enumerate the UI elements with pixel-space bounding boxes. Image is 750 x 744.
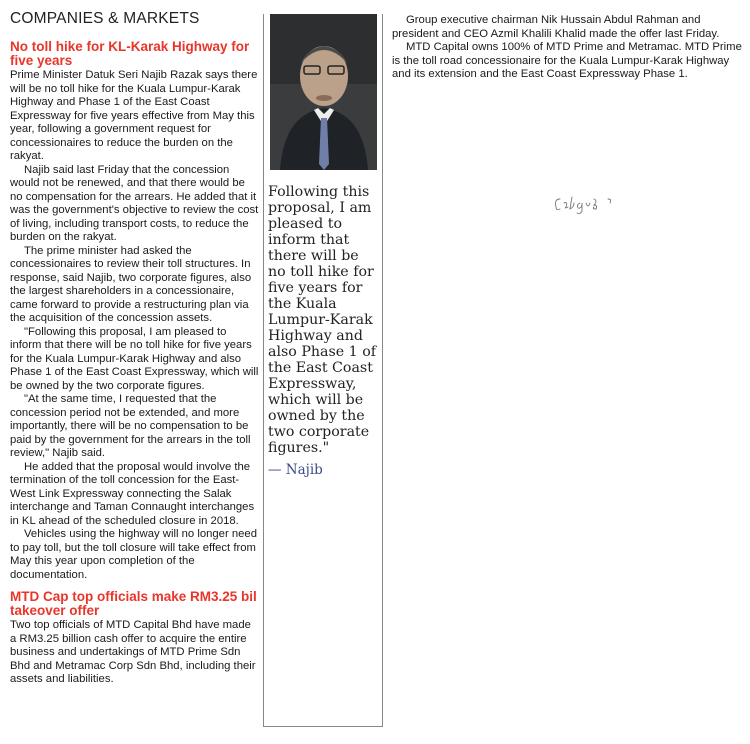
handwritten-annotation	[552, 193, 632, 217]
article2-paragraph: Two top officials of MTD Capital Bhd have made a RM3.25 billion cash offer to acquire the entire business and undertakings of MTD Prime Sdn Bhd and Metramac Corp Sdn Bhd, including their assets and liabilities.	[10, 619, 256, 685]
portrait-photo	[270, 14, 377, 170]
section-label: COMPANIES & MARKETS	[10, 10, 200, 27]
column-divider	[382, 14, 383, 726]
article-headline: No toll hike for KL-Karak Highway for five years	[10, 39, 250, 68]
article-paragraph: He added that the proposal would involve the termination of the toll concession for the East-West Link Expressway connecting the Salak interchange and Taman Connaught interchanges in KL ahead of the scheduled closure in 2018.	[10, 460, 255, 527]
article-paragraph: Prime Minister Datuk Seri Najib Razak says there will be no toll hike for the Kuala Lumpur-Karak Highway and Phase 1 of the East Coast Expressway for five years effective from May this year, following a government request for concessionaires to reduce the burden on the rakyat.	[10, 69, 258, 162]
article-paragraph: "At the same time, I requested that the concession period not be extended, and more importantly, there will be no compensation to be paid by the government for the arrears in the toll review," Najib said.	[10, 393, 251, 459]
article-paragraph: Vehicles using the highway will no longer need to pay toll, but the toll closure will take effect from May this year upon completion of the documentation.	[10, 528, 257, 581]
column-divider	[263, 14, 264, 726]
left-column	[10, 10, 260, 687]
article-paragraph: "Following this proposal, I am pleased to inform that there will be no toll hike for five years for the Kuala Lumpur-Karak Highway and also Phase 1 of the East Coast Expressway, which will be owned by the two corporate figures.	[10, 325, 259, 392]
pull-quote-attribution: — Najib	[268, 462, 323, 478]
article-paragraph: Najib said last Friday that the concession would not be renewed, and that there would be no compensation for the arrears. He added that it was the government's objective to review the cost of living, including transport costs, to reduce the burden on the rakyat.	[10, 163, 259, 243]
article2-paragraph: Group executive chairman Nik Hussain Abdul Rahman and president and CEO Azmil Khalili Khalid made the offer last Friday.	[392, 14, 720, 40]
article-paragraph: The prime minister had asked the concessionaires to review their toll structures. In response, said Najib, two corporate figures, also the largest shareholders in a concessionaire, came forward to provide a restructuring plan via the acquisition of the concession assets.	[10, 244, 252, 324]
pull-quote: Following this proposal, I am pleased to inform that there will be no toll hike for five years for the Kuala Lumpur-Karak Highway and also Phase 1 of the East Coast Expressway, which will be owned by the two corporate figures."	[268, 184, 376, 456]
column-divider	[263, 726, 383, 727]
right-column	[392, 14, 742, 82]
article2-headline: MTD Cap top officials make RM3.25 bil takeover offer	[10, 589, 257, 618]
article2-paragraph: MTD Capital owns 100% of MTD Prime and Metramac. MTD Prime is the toll road concessionaire for the Kuala Lumpur-Karak Highway and its extension and the East Coast Expressway Phase 1.	[392, 41, 742, 80]
